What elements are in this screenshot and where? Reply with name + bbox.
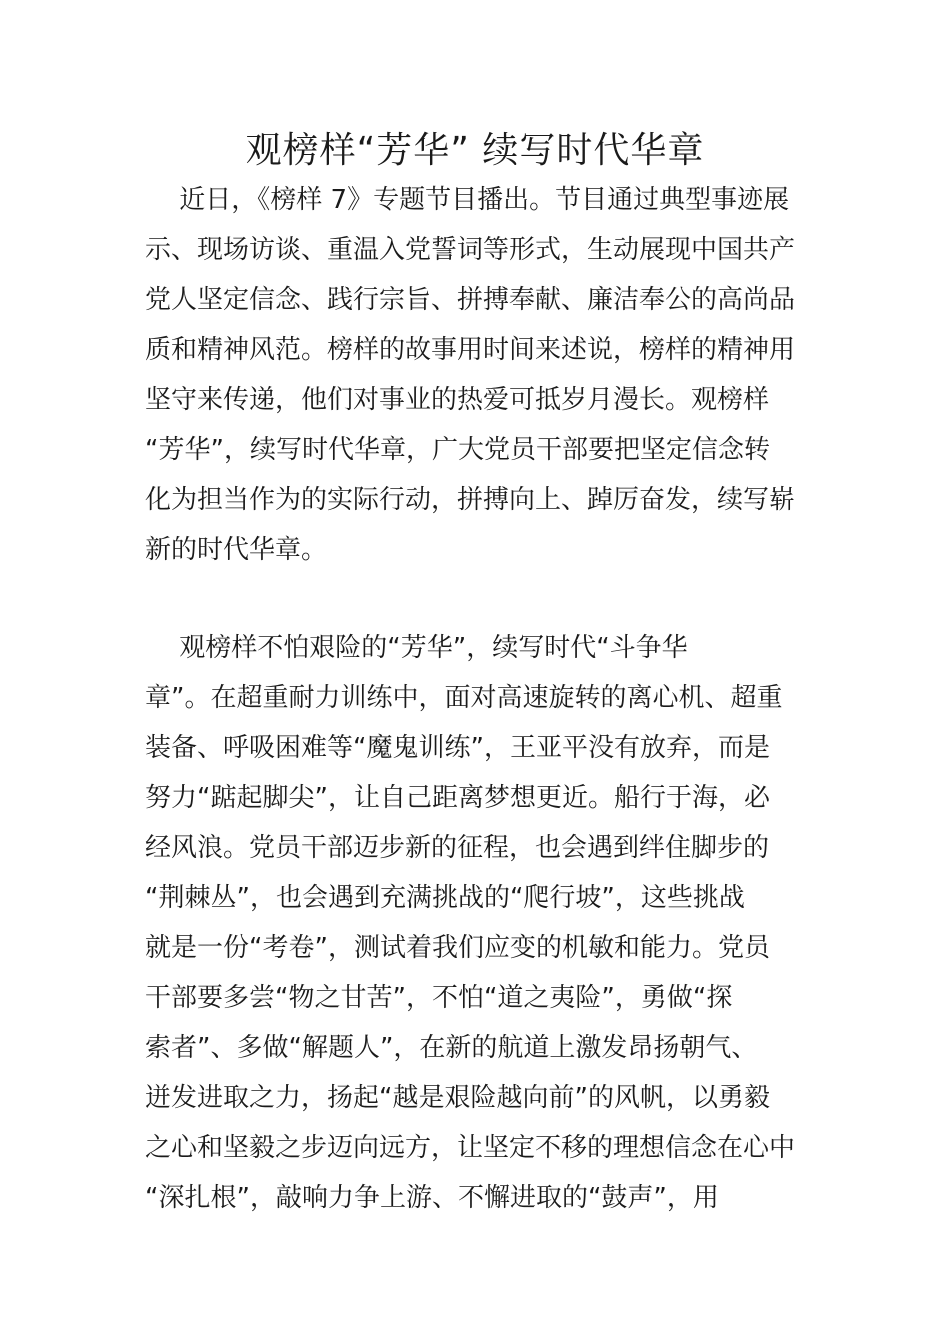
paragraph-2-line: 就是一份“考卷”，测试着我们应变的机敏和能力。党员 xyxy=(145,933,770,963)
document-title: 观榜样“芳华” 续写时代华章 xyxy=(245,130,705,171)
paragraph-2-line: 干部要多尝“物之甘苦”，不怕“道之夷险”，勇做“探 xyxy=(145,983,733,1013)
paragraph-2-line: 章”。在超重耐力训练中，面对高速旋转的离心机、超重 xyxy=(145,683,783,713)
paragraph-2-line: 经风浪。党员干部迈步新的征程，也会遇到绊住脚步的 xyxy=(145,833,770,863)
paragraph-1-line: “芳华”，续写时代华章，广大党员干部要把坚定信念转 xyxy=(145,435,770,465)
paragraph-1-line: 近日，《榜样 7》专题节目播出。节目通过典型事迹展 xyxy=(145,185,790,215)
paragraph-1-line: 坚守来传递，他们对事业的热爱可抵岁月漫长。观榜样 xyxy=(145,385,770,415)
paragraph-1-line: 新的时代华章。 xyxy=(145,535,328,565)
paragraph-1-line: 质和精神风范。榜样的故事用时间来述说，榜样的精神用 xyxy=(145,335,796,365)
paragraph-2-line: 迸发进取之力，扬起“越是艰险越向前”的风帆，以勇毅 xyxy=(145,1083,770,1113)
paragraph-1-line: 示、现场访谈、重温入党誓词等形式，生动展现中国共产 xyxy=(145,235,796,265)
paragraph-2-line: 观榜样不怕艰险的“芳华”，续写时代“斗争华 xyxy=(145,633,688,663)
paragraph-2-line: 索者”、多做“解题人”，在新的航道上激发昂扬朝气、 xyxy=(145,1033,758,1063)
paragraph-2-line: 之心和坚毅之步迈向远方，让坚定不移的理想信念在心中 xyxy=(145,1133,796,1163)
paragraph-1-line: 化为担当作为的实际行动，拼搏向上、踔厉奋发，续写崭 xyxy=(145,485,796,515)
paragraph-2-line: 努力“踮起脚尖”，让自己距离梦想更近。船行于海，必 xyxy=(145,783,770,813)
paragraph-2-line: “深扎根”，敲响力争上游、不懈进取的“鼓声”，用 xyxy=(145,1183,719,1213)
paragraph-2-line: 装备、呼吸困难等“魔鬼训练”，王亚平没有放弃，而是 xyxy=(145,733,770,763)
paragraph-2-line: “荆棘丛”，也会遇到充满挑战的“爬行坡”，这些挑战 xyxy=(145,883,745,913)
paragraph-1-line: 党人坚定信念、践行宗旨、拼搏奉献、廉洁奉公的高尚品 xyxy=(145,285,796,315)
